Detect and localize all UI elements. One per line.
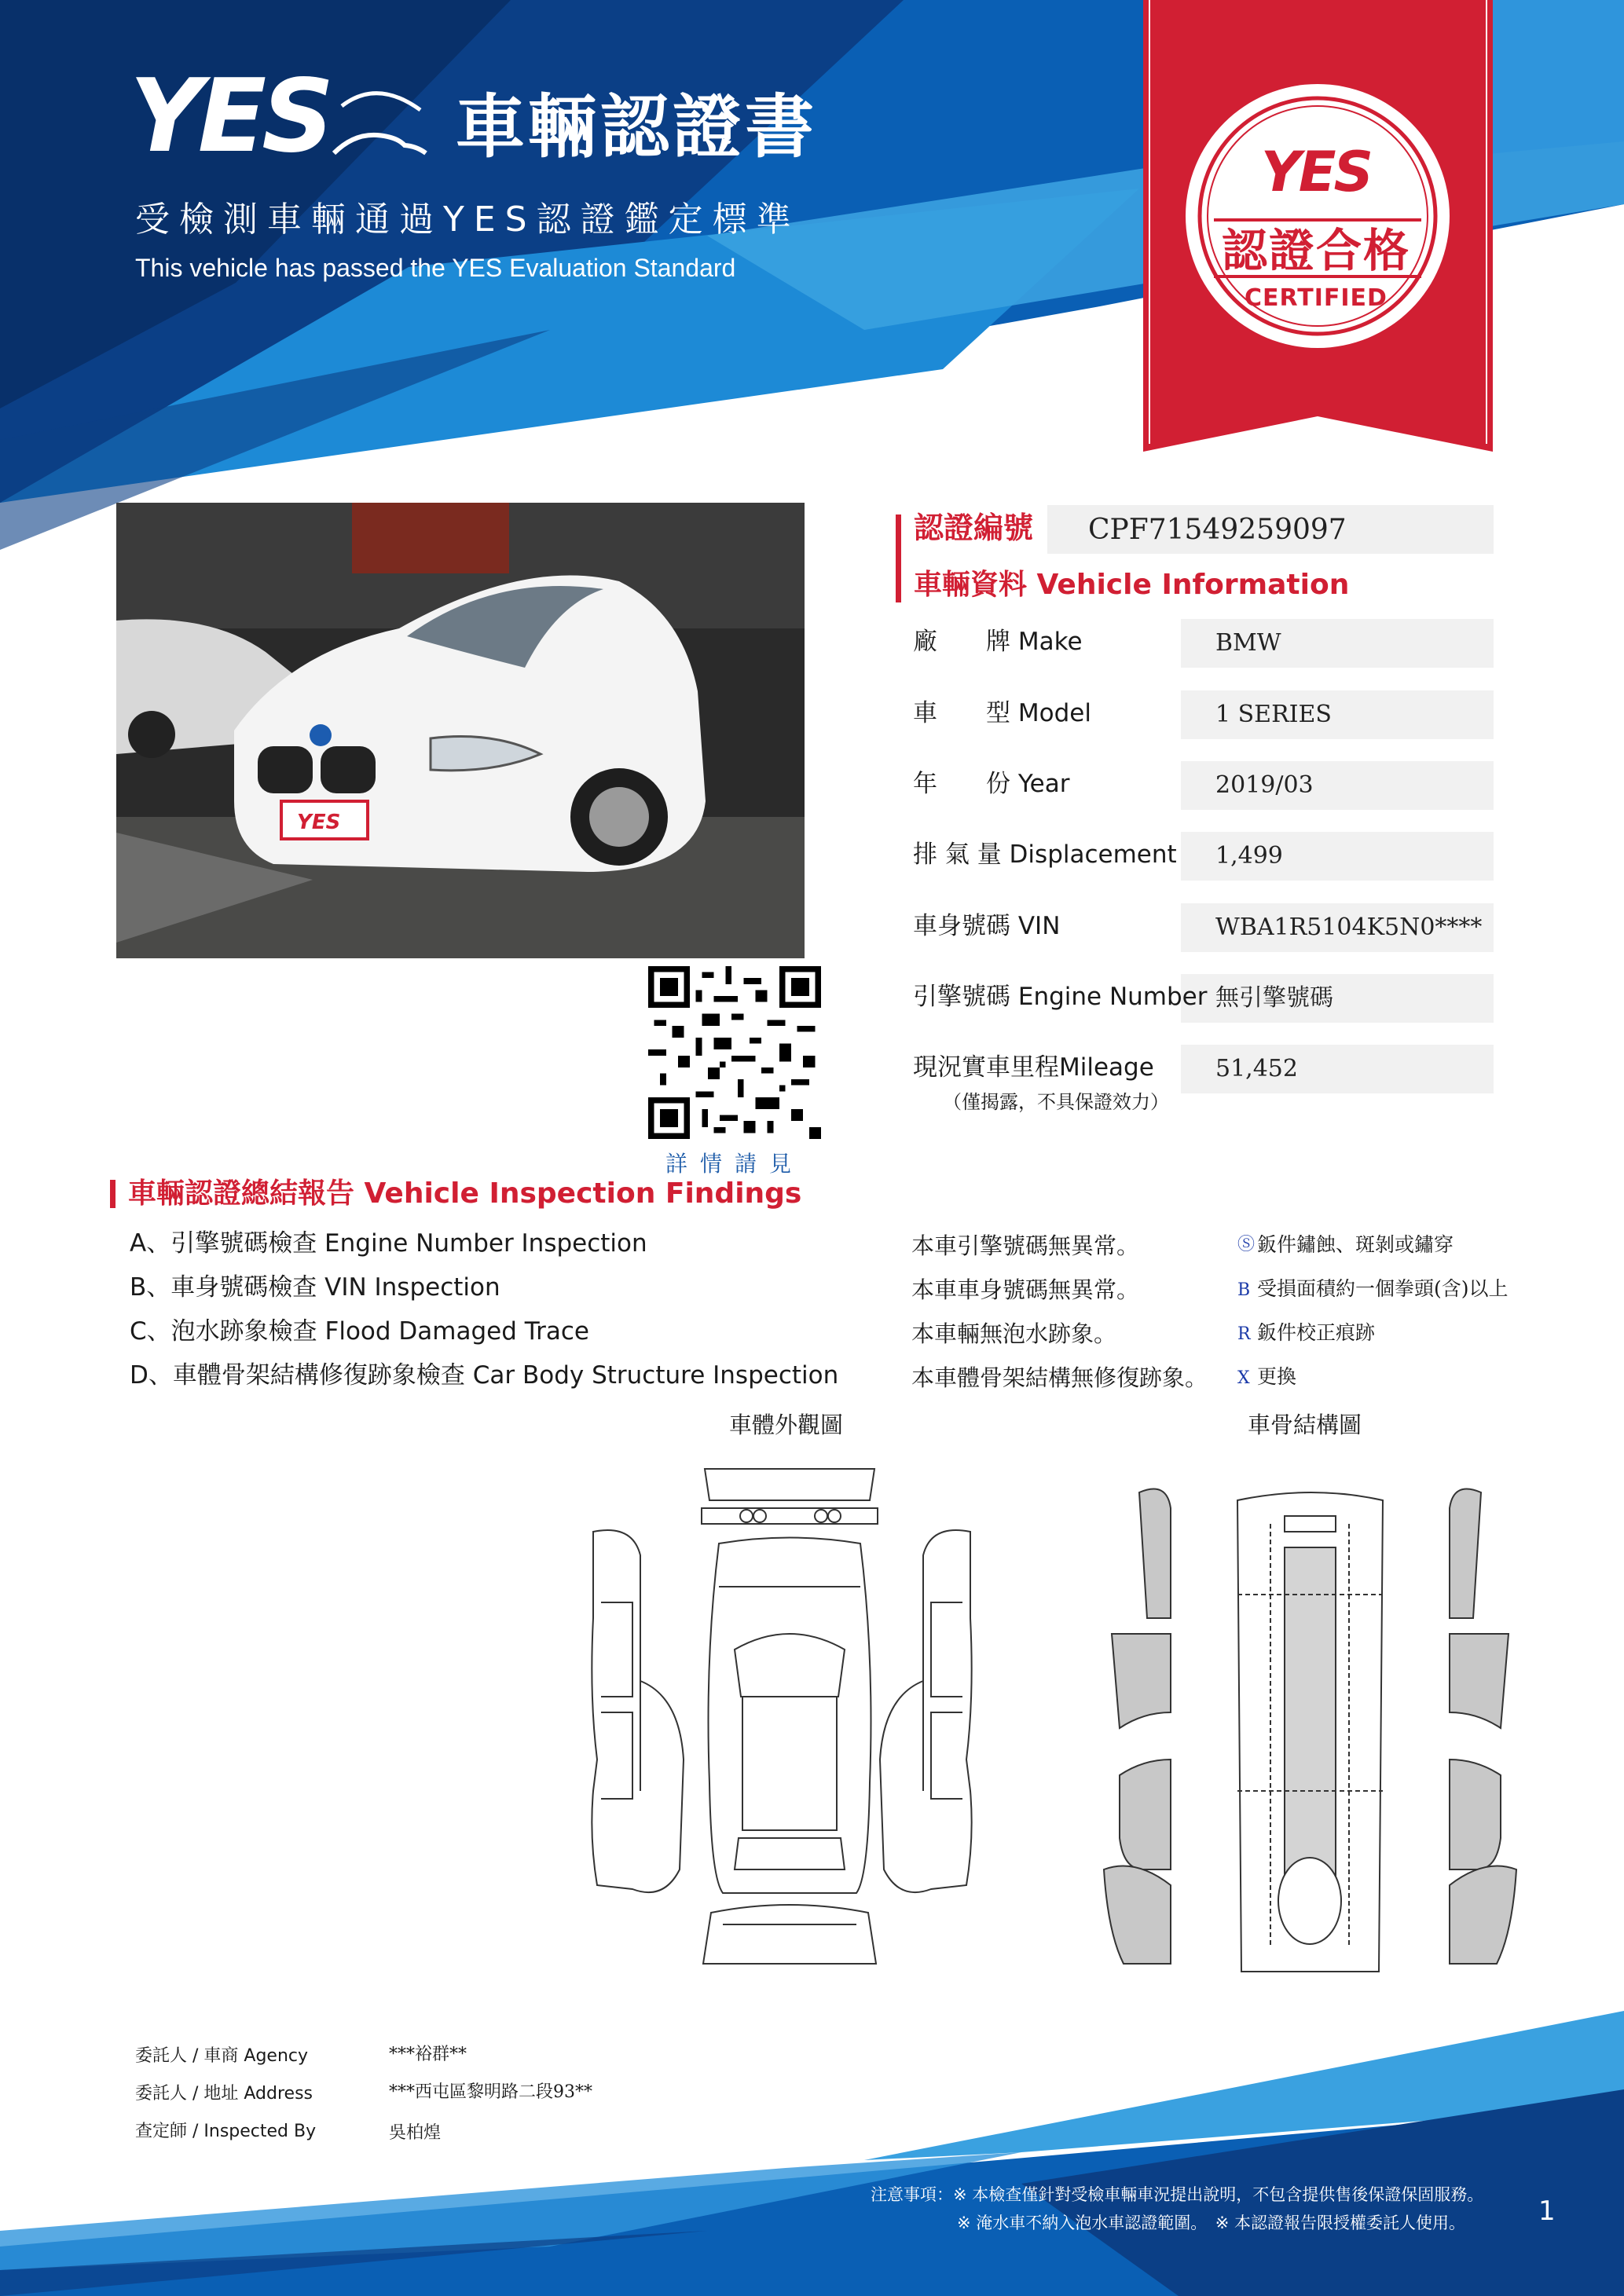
qr-code[interactable] (648, 966, 821, 1139)
findings-marker-bar (110, 1180, 115, 1208)
page-number: 1 (1538, 2195, 1556, 2227)
legend-text-x: 更換 (1257, 1365, 1297, 1388)
result-body-structure: 本車體骨架結構無修復跡象。 (911, 1364, 1208, 1391)
inspector-value: 吳柏煌 (389, 2123, 442, 2143)
subtitle-english: This vehicle has passed the YES Evaluation Standard (135, 254, 736, 282)
make-label: 廠 牌 Make (913, 628, 1083, 656)
address-label: 委託人 / 地址 Address (135, 2084, 313, 2104)
cert-number-value: CPF71549259097 (1088, 514, 1347, 546)
footer-note-line2: ※ 淹水車不納入泡水車認證範圍。 ※ 本認證報告限授權委託人使用。 (957, 2214, 1466, 2232)
section-marker-bar (896, 514, 901, 602)
structure-diagram-title: 車骨結構圖 (1248, 1412, 1362, 1438)
result-engine-number: 本車引擎號碼無異常。 (911, 1232, 1140, 1259)
displacement-label: 排 氣 量 Displacement (913, 840, 1177, 869)
model-value: 1 SERIES (1215, 701, 1332, 728)
badge-certified-label: CERTIFIED (1245, 284, 1388, 312)
legend-text-b: 受損面積約一個拳頭(含)以上 (1257, 1277, 1509, 1300)
certificate-title: 車輛認證書 (456, 86, 818, 167)
subtitle-chinese: 受檢測車輛通過YES認證鑑定標準 (135, 200, 801, 240)
mileage-value: 51,452 (1215, 1055, 1298, 1082)
car-swoosh-icon (330, 79, 432, 165)
displacement-value: 1,499 (1215, 842, 1283, 870)
exterior-diagram (585, 1461, 978, 2003)
result-vin: 本車車身號碼無異常。 (911, 1276, 1140, 1303)
inspector-label: 查定師 / Inspected By (135, 2122, 317, 2141)
exterior-diagram-title: 車體外觀圖 (729, 1412, 844, 1438)
mileage-label: 現況實車里程Mileage (913, 1053, 1154, 1082)
legend-code-x: X (1237, 1368, 1250, 1388)
badge-pass-label: 認證合格 (1221, 224, 1410, 277)
footer-note-line1: 注意事項：※ 本檢查僅針對受檢車輛車況提出說明，不包含提供售後保證保固服務。 (871, 2185, 1484, 2204)
yes-logo: YES (130, 58, 330, 175)
make-value: BMW (1215, 629, 1281, 657)
agency-label: 委託人 / 車商 Agency (135, 2046, 309, 2066)
engine-number-value: 無引擎號碼 (1215, 984, 1333, 1012)
finding-body-structure: D、車體骨架結構修復跡象檢查 Car Body Structure Inspection (130, 1361, 839, 1390)
engine-number-label: 引擎號碼 Engine Number (913, 983, 1208, 1011)
legend-text-r: 鈑件校正痕跡 (1257, 1321, 1376, 1344)
vin-label: 車身號碼 VIN (913, 912, 1061, 940)
agency-value: ***裕群** (389, 2045, 467, 2064)
badge-logo: YES (1261, 140, 1371, 204)
address-value: ***西屯區黎明路二段93** (389, 2082, 592, 2102)
year-label: 年 份 Year (913, 770, 1070, 798)
svg-text:YES: YES (297, 811, 341, 834)
footer-background (0, 2011, 1624, 2296)
year-value: 2019/03 (1215, 771, 1314, 799)
model-label: 車 型 Model (913, 699, 1091, 727)
vehicle-info-heading: 車輛資料 Vehicle Information (914, 569, 1350, 601)
vin-value: WBA1R5104K5N0**** (1215, 914, 1483, 941)
legend-code-s: Ⓢ (1237, 1235, 1256, 1254)
finding-vin: B、車身號碼檢查 VIN Inspection (130, 1273, 500, 1302)
structure-diagram (1096, 1461, 1524, 1995)
legend-code-r: R (1237, 1324, 1251, 1344)
mileage-note: （僅揭露，不具保證效力） (943, 1091, 1169, 1113)
cert-number-label: 認證編號 (914, 511, 1034, 545)
finding-engine-number: A、引擎號碼檢查 Engine Number Inspection (130, 1229, 647, 1258)
result-flood: 本車輛無泡水跡象。 (911, 1320, 1117, 1347)
finding-flood: C、泡水跡象檢查 Flood Damaged Trace (130, 1317, 589, 1346)
qr-caption: 詳情請見 (665, 1151, 804, 1177)
findings-heading: 車輛認證總結報告 Vehicle Inspection Findings (128, 1177, 802, 1210)
vehicle-photo (116, 503, 805, 958)
legend-code-b: B (1237, 1280, 1251, 1300)
legend-text-s: 鈑件鏽蝕、斑剝或鏽穿 (1257, 1233, 1454, 1256)
